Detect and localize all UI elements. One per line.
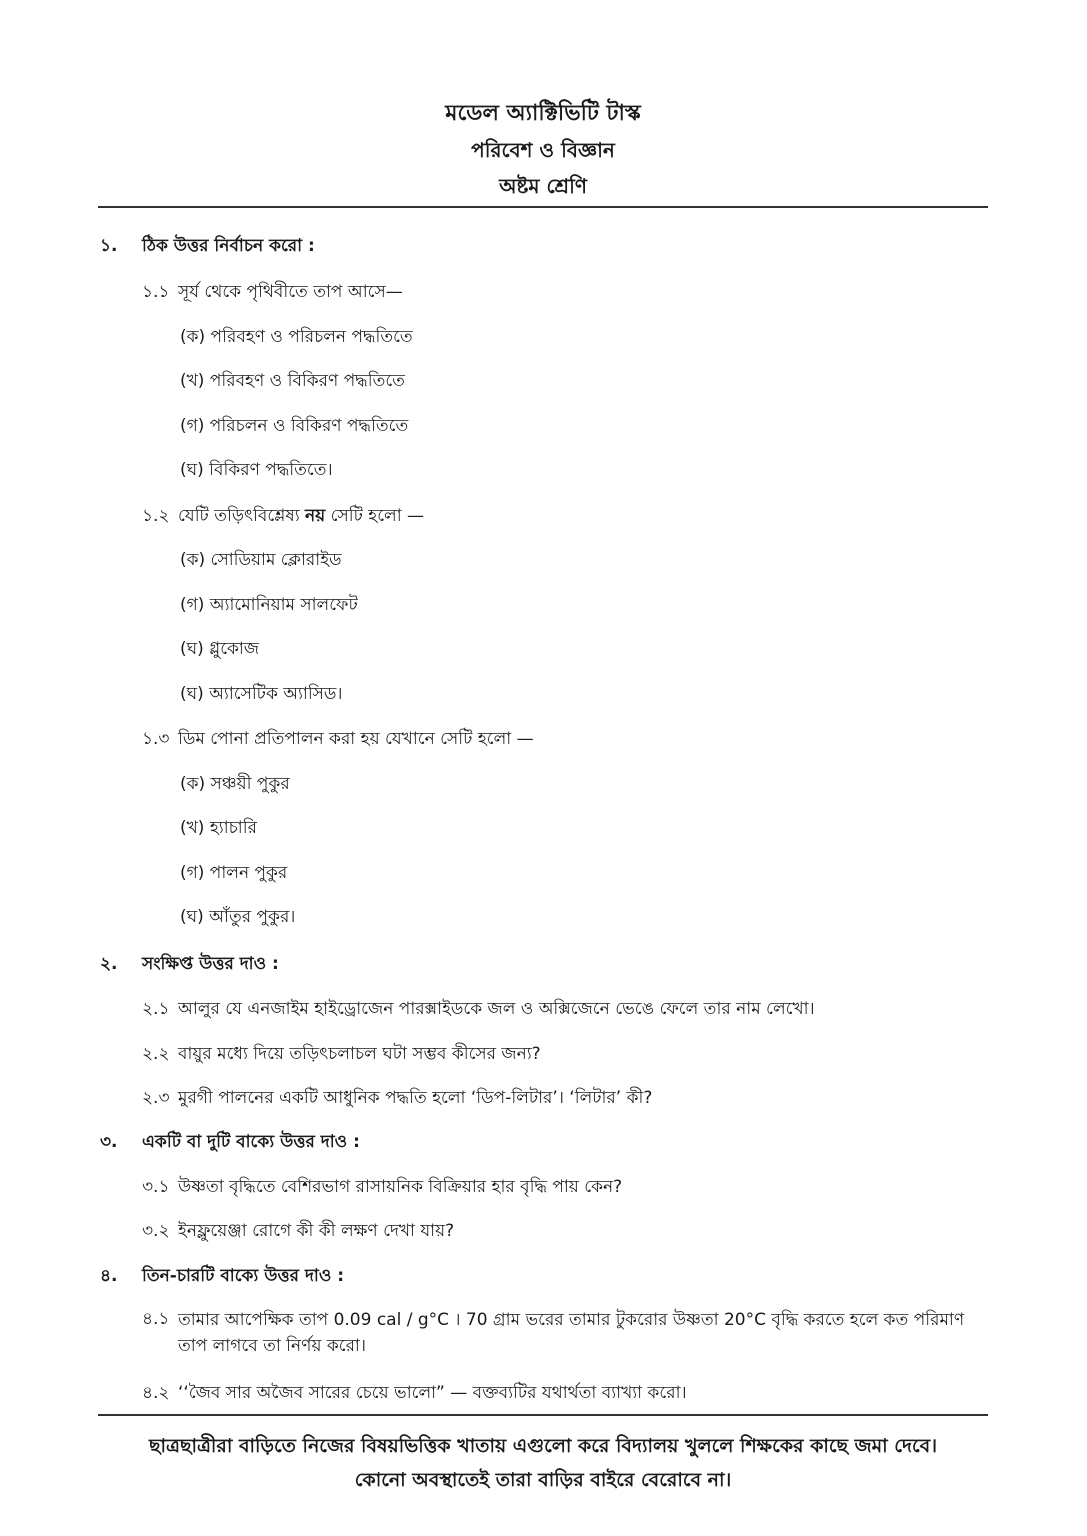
question-number: ১.২	[142, 506, 170, 526]
footer-line: কোনো অবস্থাতেই তারা বাড়ির বাইরে বেরোবে না।	[354, 1469, 732, 1491]
worksheet-title: মডেল অ্যাক্টিভিটি টাস্ক	[445, 101, 641, 126]
question-text: তামার আপেক্ষিক তাপ 0.09 cal / g°C । 70 গ্রাম ভরের তামার টুকরোর উষ্ণতা 20°C বৃদ্ধি করতে হলে কত পরিমাণ তাপ লাগবে তা নির্ণয় করো।	[178, 1310, 965, 1356]
answer-option: (ঘ) অ্যাসেটিক অ্যাসিড।	[180, 684, 343, 704]
header-divider	[98, 206, 988, 208]
question-number: ৩.১	[142, 1177, 170, 1197]
footer-divider	[98, 1414, 988, 1416]
question	[142, 727, 534, 751]
question-number: ১.১	[142, 282, 170, 302]
section-title: তিন-চারটি বাক্যে উত্তর দাও :	[142, 1266, 345, 1286]
answer-option: (ঘ) আঁতুর পুকুর।	[180, 907, 296, 927]
question-text: আলুর যে এনজাইম হাইড্রোজেন পারক্সাইডকে জল ও অক্সিজেনে ভেঙে ফেলে তার নাম লেখো।	[178, 999, 815, 1019]
question	[142, 504, 424, 528]
question	[142, 1042, 541, 1066]
section-number: ৩.	[100, 1132, 118, 1152]
answer-option: (ঘ) বিকিরণ পদ্ধতিতে।	[180, 460, 333, 480]
question-text: ডিম পোনা প্রতিপালন করা হয় যেখানে সেটি হলো —	[178, 729, 534, 749]
section-number: ১.	[100, 236, 118, 256]
answer-option: (ক) সোডিয়াম ক্লোরাইড	[180, 550, 342, 570]
answer-option: (ক) সঞ্চয়ী পুকুর	[180, 774, 290, 794]
question-text: সূর্য থেকে পৃথিবীতে তাপ আসে—	[178, 282, 403, 302]
answer-option: (খ) হ্যাচারি	[180, 818, 257, 838]
question	[142, 1307, 988, 1359]
question	[142, 1086, 652, 1110]
answer-option: (খ) পরিবহণ ও বিকিরণ পদ্ধতিতে	[180, 371, 405, 391]
question	[142, 1381, 687, 1405]
question-text: ‘‘জৈব সার অজৈব সারের চেয়ে ভালো” — বক্তব্যটির যথার্থতা ব্যাখ্যা করো।	[178, 1383, 687, 1403]
section-heading	[100, 1130, 360, 1154]
answer-option: (গ) পালন পুকুর	[180, 863, 288, 883]
question-emphasis: নয়	[305, 506, 326, 526]
worksheet-header	[98, 96, 988, 204]
section-heading	[100, 952, 279, 976]
question-number: ১.৩	[142, 729, 170, 749]
question-text: সেটি হলো —	[325, 506, 425, 526]
question-number: ২.৩	[142, 1088, 170, 1108]
question-number: ৪.২	[142, 1383, 170, 1403]
question-number: ২.১	[142, 999, 170, 1019]
class-name: অষ্টম শ্রেণি	[499, 174, 587, 198]
question-text: ইনফ্লুয়েঞ্জা রোগে কী কী লক্ষণ দেখা যায়?	[178, 1221, 455, 1241]
question-number: ৩.২	[142, 1221, 170, 1241]
question-text: উষ্ণতা বৃদ্ধিতে বেশিরভাগ রাসায়নিক বিক্রিয়ার হার বৃদ্ধি পায় কেন?	[178, 1177, 623, 1197]
question	[142, 997, 815, 1021]
footer-line: ছাত্রছাত্রীরা বাড়িতে নিজের বিষয়ভিত্তিক খাতায় এগুলো করে বিদ্যালয় খুললে শিক্ষকের কাছে জমা দেবে।	[148, 1435, 938, 1457]
section-title: ঠিক উত্তর নির্বাচন করো :	[142, 236, 315, 256]
section-heading	[100, 234, 315, 258]
question-number: ২.২	[142, 1044, 170, 1064]
question	[142, 1219, 454, 1243]
question	[142, 1175, 622, 1199]
section-number: ২.	[100, 954, 118, 974]
question	[142, 280, 403, 304]
answer-option: (ঘ) গ্লুকোজ	[180, 639, 260, 659]
section-title: সংক্ষিপ্ত উত্তর দাও :	[142, 954, 279, 974]
answer-option: (ক) পরিবহণ ও পরিচলন পদ্ধতিতে	[180, 327, 413, 347]
answer-option: (গ) পরিচলন ও বিকিরণ পদ্ধতিতে	[180, 416, 409, 436]
section-title: একটি বা দুটি বাক্যে উত্তর দাও :	[142, 1132, 360, 1152]
question-number: ৪.১	[142, 1309, 170, 1329]
footer-notice	[98, 1429, 988, 1497]
section-heading	[100, 1264, 344, 1288]
question-text: মুরগী পালনের একটি আধুনিক পদ্ধতি হলো ‘ডিপ-লিটার’। ‘লিটার’ কী?	[178, 1088, 653, 1108]
answer-option: (গ) অ্যামোনিয়াম সালফেট	[180, 595, 358, 615]
section-number: ৪.	[100, 1266, 118, 1286]
question-text: যেটি তড়িৎবিশ্লেষ্য	[178, 506, 306, 526]
question-text: বায়ুর মধ্যে দিয়ে তড়িৎচলাচল ঘটা সম্ভব কীসের জন্য?	[178, 1044, 541, 1064]
subject-name: পরিবেশ ও বিজ্ঞান	[471, 138, 615, 162]
